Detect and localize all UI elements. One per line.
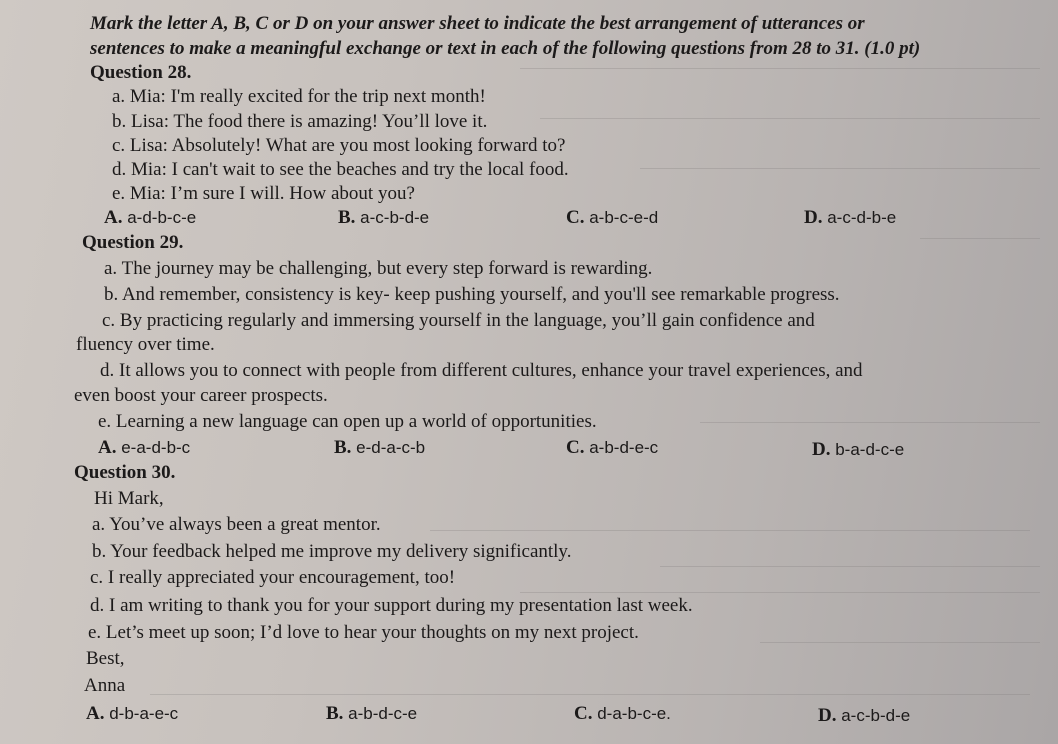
option-letter: D.	[812, 439, 831, 460]
q29-option-a[interactable]	[98, 437, 190, 459]
q30-item-b: b. Your feedback helped me improve my delivery significantly.	[92, 541, 572, 562]
q28-item-a: a. Mia: I'm really excited for the trip next month!	[112, 86, 486, 107]
q30-greeting: Hi Mark,	[94, 488, 164, 509]
ruled-line	[760, 642, 1040, 643]
q29-item-d-continued: even boost your career prospects.	[74, 385, 328, 406]
q30-closing: Best,	[86, 648, 125, 669]
q29-option-b[interactable]	[334, 437, 425, 459]
ruled-line	[520, 592, 1040, 593]
option-text: a-b-c-e-d	[589, 208, 659, 227]
option-text: a-d-b-c-e	[127, 208, 197, 227]
option-text: a-c-b-d-e	[360, 208, 430, 227]
option-text: d-a-b-c-e.	[597, 704, 671, 723]
option-letter: C.	[574, 703, 593, 724]
option-text: a-c-b-d-e	[841, 706, 911, 725]
option-text: d-b-a-e-c	[109, 704, 179, 723]
q28-item-c: c. Lisa: Absolutely! What are you most looking forward to?	[112, 135, 566, 156]
option-text: a-b-d-e-c	[589, 438, 659, 457]
ruled-line	[700, 422, 1040, 423]
q28-item-b: b. Lisa: The food there is amazing! You’ll love it.	[112, 111, 488, 132]
q29-item-a: a. The journey may be challenging, but every step forward is rewarding.	[104, 258, 653, 279]
q30-option-d[interactable]	[818, 705, 910, 727]
question-30-title: Question 30.	[74, 462, 176, 483]
option-text: a-c-d-b-e	[827, 208, 897, 227]
option-letter: A.	[86, 703, 105, 724]
q30-option-c[interactable]	[574, 703, 671, 725]
ruled-line	[660, 566, 1040, 567]
option-letter: B.	[338, 207, 356, 228]
option-letter: C.	[566, 437, 585, 458]
q29-item-e: e. Learning a new language can open up a world of opportunities.	[98, 411, 597, 432]
q30-signature: Anna	[84, 675, 126, 696]
q28-item-e: e. Mia: I’m sure I will. How about you?	[112, 183, 415, 204]
q28-option-d[interactable]	[804, 207, 896, 229]
question-29-title: Question 29.	[82, 232, 184, 253]
ruled-line	[520, 68, 1040, 69]
ruled-line	[430, 530, 1030, 531]
option-text: b-a-d-c-e	[835, 440, 905, 459]
q29-item-b: b. And remember, consistency is key- keep pushing yourself, and you'll see remarkable progress.	[104, 284, 840, 305]
q30-item-c: c. I really appreciated your encouragement, too!	[90, 567, 456, 588]
q28-item-d: d. Mia: I can't wait to see the beaches and try the local food.	[112, 159, 569, 180]
option-letter: B.	[334, 437, 352, 458]
option-letter: A.	[104, 207, 123, 228]
ruled-line	[920, 238, 1040, 239]
option-letter: A.	[98, 437, 117, 458]
question-28-title: Question 28.	[90, 62, 192, 83]
q29-item-c: c. By practicing regularly and immersing yourself in the language, you’ll gain confidence and	[102, 310, 815, 331]
q28-option-c[interactable]	[566, 207, 658, 229]
q30-item-a: a. You’ve always been a great mentor.	[92, 514, 381, 535]
option-text: a-b-d-c-e	[348, 704, 418, 723]
option-letter: D.	[818, 705, 837, 726]
ruled-line	[540, 118, 1040, 119]
q30-item-d: d. I am writing to thank you for your support during my presentation last week.	[90, 595, 693, 616]
q29-item-c-continued: fluency over time.	[76, 334, 215, 355]
option-letter: C.	[566, 207, 585, 228]
q30-item-e: e. Let’s meet up soon; I’d love to hear your thoughts on my next project.	[88, 622, 639, 643]
option-letter: B.	[326, 703, 344, 724]
q29-option-d[interactable]	[812, 439, 904, 461]
q29-item-d: d. It allows you to connect with people from different cultures, enhance your travel experiences, and	[100, 360, 863, 381]
option-letter: D.	[804, 207, 823, 228]
q28-option-b[interactable]	[338, 207, 429, 229]
instructions-line-1: Mark the letter A, B, C or D on your answer sheet to indicate the best arrangement of utterances or	[90, 13, 865, 34]
ruled-line	[640, 168, 1040, 169]
q28-option-a[interactable]	[104, 207, 196, 229]
q30-option-b[interactable]	[326, 703, 417, 725]
q30-option-a[interactable]	[86, 703, 178, 725]
option-text: e-a-d-b-c	[121, 438, 191, 457]
q29-option-c[interactable]	[566, 437, 658, 459]
option-text: e-d-a-c-b	[356, 438, 426, 457]
ruled-line	[150, 694, 1030, 695]
instructions-line-2: sentences to make a meaningful exchange or text in each of the following questions from 28 to 31. (1.0 pt)	[90, 38, 921, 59]
